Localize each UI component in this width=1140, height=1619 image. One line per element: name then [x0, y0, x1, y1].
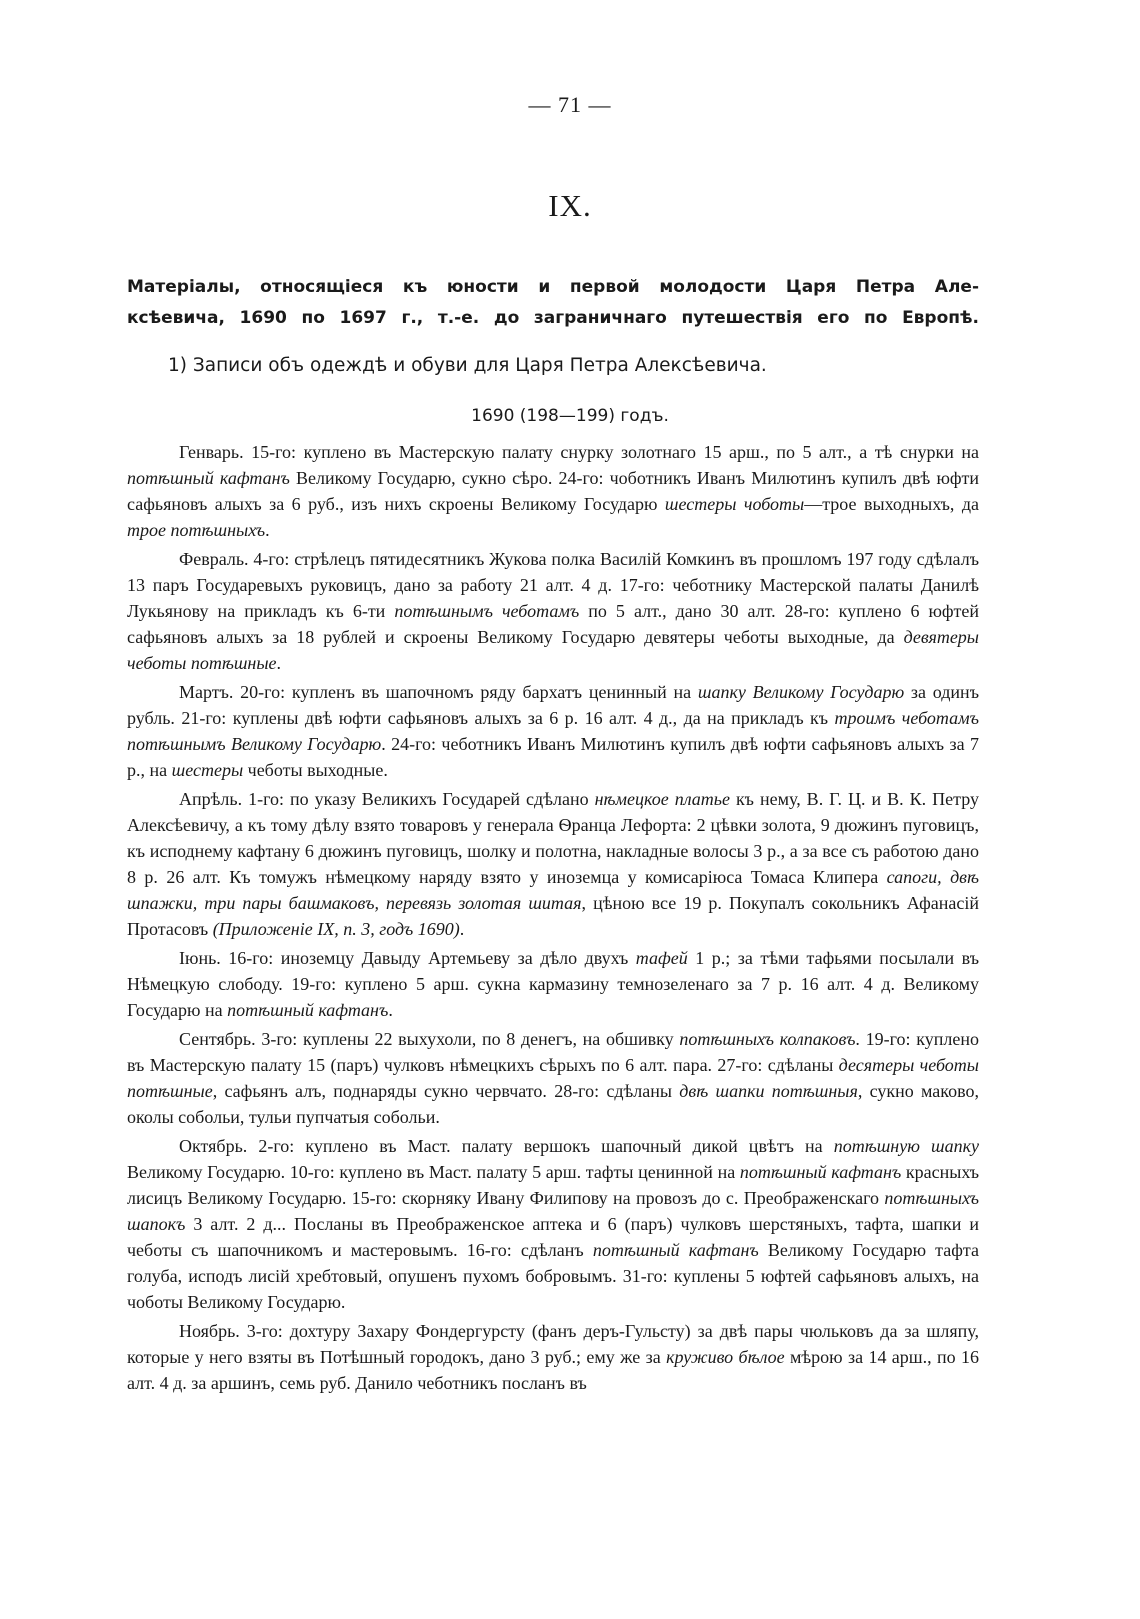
paragraph: Ноябрь. 3-го: дохтуру Захару Фондергурсту (фанъ деръ-Гульсту) за двѣ пары чюльковъ да за шляпу, которые у него взяты въ Потѣшный городокъ, дано 3 руб.; ему же за круживо бѣлое мѣрою за 14 арш., по 16 алт. 4 д. за аршинъ, семь руб. Данило чеботникъ посланъ въ	[127, 1321, 980, 1393]
section-number: IX.	[548, 188, 592, 223]
paragraph: Октябрь. 2-го: куплено въ Маст. палату вершокъ шапочный дикой цвѣтъ на потѣшную шапку Великому Государю. 10-го: куплено въ Маст. палату 5 арш. тафты ценинной на потѣшный кафтанъ красныхъ лисицъ Великому Государю. 15-го: скорняку Ивану Филипову на провозъ до с. Преображенскаго потѣшныхъ шапокъ 3 алт. 2 д... Посланы въ Преображенское аптека и 6 (паръ) чулковъ шерстяныхъ, тафта, шапки и чеботы съ шапочникомъ и мастеровымъ. 16-го: сдѣланъ потѣшный кафтанъ Великому Государю тафта голуба, исподъ лисій хребтовый, опушенъ пухомъ бобровымъ. 31-го: куплены 5 юфтей сафьяновъ алыхъ, на чоботы Великому Государю.	[127, 1136, 980, 1312]
heading-line-1: Матеріалы, относящіеся къ юности и первой молодости Царя Петра Але-	[127, 277, 979, 297]
subheading: 1) Записи объ одеждѣ и обуви для Царя Петра Алексѣевича.	[168, 355, 767, 376]
page-number: — 71 —	[528, 92, 612, 117]
paragraph: Апрѣль. 1-го: по указу Великихъ Государей сдѣлано нѣмецкое платье къ нему, В. Г. Ц. и В. К. Петру Алексѣевичу, а къ тому дѣлу взято товаровъ у генерала Ѳранца Лефорта: 2 цѣвки золота, 9 дюжинъ пуговицъ, къ исподнему кафтану 6 дюжинъ пуговицъ, шолку и полотна, накладные волосы 3 р., а за все съ работою дано 8 р. 26 алт. Къ томужъ нѣмецкому наряду взято у иноземца у комисаріюса Томаса Клипера сапоги, двѣ шпажки, три пары башмаковъ, перевязь золотая шитая, цѣною все 19 р. Покупалъ сокольникъ Афанасій Протасовъ (Приложеніе IX, п. 3, годъ 1690).	[127, 789, 979, 939]
heading-line-2: ксѣевича, 1690 по 1697 г., т.-е. до заграничнаго путешествія его по Европѣ.	[127, 308, 979, 328]
paragraph: Февраль. 4-го: стрѣлецъ пятидесятникъ Жукова полка Василій Комкинъ въ прошломъ 197 году сдѣлалъ 13 паръ Государевыхъ руковицъ, дано за работу 21 алт. 4 д. 17-го: чеботнику Мастерской палаты Данилѣ Лукьянову на прикладъ къ 6-ти потѣшнымъ чеботамъ по 5 алт., дано 30 алт. 28-го: куплено 6 юфтей сафьяновъ алыхъ за 18 рублей и скроены Великому Государю девятеры чеботы выходные, да девятеры чеботы потѣшные.	[127, 549, 979, 673]
body-text	[127, 439, 979, 1396]
section-heading	[127, 272, 979, 334]
year-heading: 1690 (198—199) годъ.	[471, 406, 669, 426]
paragraph: Генварь. 15-го: куплено въ Мастерскую палату снурку золотнаго 15 арш., по 5 алт., а тѣ снурки на потѣшный кафтанъ Великому Государю, сукно сѣро. 24-го: чоботникъ Иванъ Милютинъ купилъ двѣ юфти сафьяновъ алыхъ за 6 руб., изъ нихъ скроены Великому Государю шестеры чоботы—трое выходныхъ, да трое потѣшныхъ.	[127, 442, 979, 540]
paragraph: Мартъ. 20-го: купленъ въ шапочномъ ряду бархатъ ценинный на шапку Великому Государю за одинъ рубль. 21-го: куплены двѣ юфти сафьяновъ алыхъ за 6 р. 16 алт. 4 д., да на прикладъ къ троимъ чеботамъ потѣшнымъ Великому Государю. 24-го: чеботникъ Иванъ Милютинъ купилъ двѣ юфти сафьяновъ алыхъ за 7 р., на шестеры чеботы выходные.	[127, 682, 979, 780]
paragraph: Сентябрь. 3-го: куплены 22 выхухоли, по 8 денегъ, на обшивку потѣшныхъ колпаковъ. 19-го: куплено въ Мастерскую палату 15 (паръ) чулковъ нѣмецкихъ сѣрыхъ по 6 алт. пара. 27-го: сдѣланы десятеры чеботы потѣшные, сафьянъ алъ, поднаряды сукно червчато. 28-го: сдѣланы двѣ шапки потѣшныя, сукно маково, околы собольи, тульи пупчатыя собольи.	[127, 1029, 979, 1127]
paragraph: Іюнь. 16-го: иноземцу Давыду Артемьеву за дѣло двухъ тафей 1 р.; за тѣми тафьями посылали въ Нѣмецкую слободу. 19-го: куплено 5 арш. сукна кармазину темнозеленаго за 7 р. 16 алт. 4 д. Великому Государю на потѣшный кафтанъ.	[127, 948, 979, 1020]
